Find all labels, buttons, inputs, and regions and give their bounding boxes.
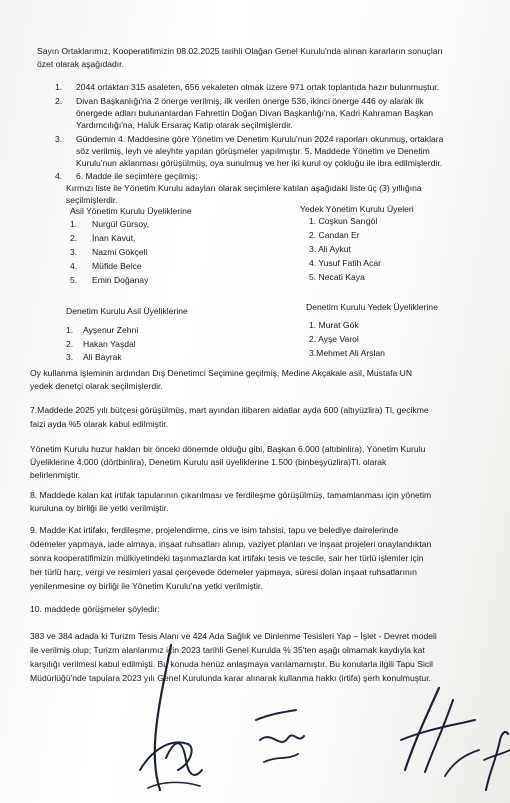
item10-line-4: Müdürlüğü'nde tapulara 2023 yılı Genel Kurulunda karar alınarak kullanma hakkı (irtifa) şerh konulmuştur.	[30, 673, 431, 683]
dk-yedek-title: Denetim Kurulu Yedek Üyeliklerine	[306, 302, 438, 312]
item9-line-1: 9. Madde Kat irtifakı, ferdileşme, projelendirme, cins ve isim tahsisi, tapu ve belediye dairelerinde	[30, 525, 399, 535]
budget-line-1: 7.Maddede 2025 yılı bütçesi görüşülmüş, mart ayından itibaren aidatlar ayda 600 (altıyüzlira) Tl, gecikme	[30, 405, 429, 415]
dk-yedek-member: 3.Mehmet Ali Arslan	[309, 348, 385, 358]
yk-asil-member: Nazmi Gökçeli	[92, 247, 148, 257]
dk-asil-number: 1.	[66, 325, 74, 335]
yk-asil-number: 5.	[70, 275, 78, 285]
item-3-number: 3.	[55, 134, 63, 144]
yk-yedek-title: Yedek Yönetim Kurulu Üyeleri	[300, 204, 414, 214]
item10-line-1: 383 ve 384 adada ki Turizm Tesis Alanı ve 424 Ada Sağlık ve Dinlenme Tesisleri Yap – İşlet - Devret modeli	[30, 631, 437, 641]
fees-line-2: Üyeliklerine 4.000 (dörtbinlira), Denetim Kurulu asil üyeliklerine 1.500 (binbeşyüzlira)Tl. olarak	[30, 457, 387, 467]
intro-line-2: özet olarak aşağıdadır.	[37, 59, 124, 69]
yk-asil-member: Müfide Belce	[92, 261, 142, 271]
item10-line-2: ile verilmiş olup; Turizm alanlarımız için 2023 tarihli Genel Kurulda % 35'ten aşağı olmamak kaydıyla kat	[30, 645, 425, 655]
item8-line-2: kuruluna oy birliği ile yetki verilmiştir.	[30, 503, 169, 513]
fees-line-1: Yönetim Kurulu huzur hakları bir önceki dönemde olduğu gibi, Başkan 6.000 (altıbinlira), Yönetim Kurulu	[30, 444, 426, 454]
item-4-line-1: 6. Madde ile seçimlere geçilmiş;	[76, 171, 198, 181]
item-1-line-1: 2044 ortaktan 315 asaleten, 656 vekaleten olmak üzere 971 ortak toplantıda hazır bulunmuştur.	[76, 82, 440, 92]
yk-asil-number: 1.	[70, 219, 78, 229]
dk-asil-number: 3.	[66, 352, 74, 362]
item9-line-5: yenilenmesine oy birliği ile Yönetim Kurulu'na yetki verilmiştir.	[30, 581, 263, 591]
dk-asil-member: Hakan Yaşdal	[83, 339, 136, 349]
yk-yedek-member: 4. Yusuf Fatih Acar	[309, 258, 381, 268]
audit-line-1: Oy kullanma işleminin ardından Dış Denetimci Seçimine geçilmiş, Medine Akçakale asil, Mustafa UN	[30, 368, 413, 378]
item9-line-4: her türlü harç, vergi ve resimleri yasal çerçevede ödemeler yapmaya, süresi dolan inşaat ruhsatlarının	[30, 567, 417, 577]
item-4-number: 4.	[55, 171, 63, 181]
item-2-line-1: Divan Başkanlığı'na 2 önerge verilmiş, ilk verilen önerge 536, ikinci önerge 446 oy alarak ilk	[76, 96, 424, 106]
item-4-line-2: Kırmızı liste ile Yönetim Kurulu adayları olarak seçimlere katılan aşağıdaki liste üç (3) yıllığına	[66, 183, 422, 193]
item-3-line-1: Gündemin 4. Maddesine göre Yönetim ve Denetim Kurulu'nun 2024 raporları okunmuş, ortaklara	[76, 134, 444, 144]
item-2-line-3: Yardımcılığı'na, Haluk Ersaraç Katip olarak seçilmişlerdir.	[76, 120, 293, 130]
signature-1	[130, 640, 210, 800]
item10-line-3: karşılığı verilmesi kabul edilmişti. Bu konuda henüz anlaşmaya varılamamıştır. Bu konularla ilgili Tapu Sicil	[30, 659, 433, 669]
item9-line-2: ödemeler yapmaya, iade almaya, inşaat ruhsatları alınıp, vaziyet planları ve inşaat projeleri onaylandıktan	[30, 539, 432, 549]
yk-asil-member: İnan Kavut,	[92, 233, 136, 243]
yk-asil-number: 3.	[70, 247, 78, 257]
item-3-line-3: Kurulu'nun aklanması görüşülmüş, oya sunulmuş ve her iki kurul oy çokluğu ile ibra edilmişlerdir.	[76, 158, 443, 168]
item-1-number: 1.	[55, 82, 63, 92]
dk-yedek-member: 2. Ayşe Varol	[309, 334, 359, 344]
yk-yedek-member: 2. Candan Er	[309, 230, 360, 240]
item-2-number: 2.	[55, 96, 63, 106]
dk-yedek-member: 1. Murat Gök	[309, 320, 359, 330]
dk-asil-member: Ali Bayrak	[83, 352, 122, 362]
item-3-line-2: söz verilmiş, leyh ve aleyhte yapılan görüşmeler yapılmıştır. 5. Maddede Yönetim ve Denetim	[76, 146, 430, 156]
item10-heading: 10. maddede görüşmeler şöyledir:	[30, 604, 160, 614]
yk-asil-number: 2.	[70, 233, 78, 243]
yk-yedek-member: 3. Ali Aykut	[309, 244, 351, 254]
item8-line-1: 8. Maddede kalan kat irtifak tapularının çıkarılması ve ferdileşme görüşülmüş, tamamlanması için yönetim	[30, 490, 432, 500]
item-2-line-2: önergede adları bulunanlardan Fahrettin Doğan Divan Başkanlığı'na, Kadri Kahraman Başkan	[76, 108, 434, 118]
signature-2	[250, 700, 310, 780]
signature-4	[482, 720, 510, 800]
item-4-line-3: seçilmişlerdir.	[66, 195, 118, 205]
fees-line-3: belirlenmiştir.	[30, 470, 81, 480]
yk-yedek-member: 1. Coşkun Sarıgöl	[309, 216, 378, 226]
dk-asil-number: 2.	[66, 339, 74, 349]
yk-asil-member: Nurgül Gürsoy,	[92, 219, 150, 229]
yk-asil-member: Emin Doğanay	[92, 275, 149, 285]
yk-asil-number: 4.	[70, 261, 78, 271]
yk-yedek-member: 5. Necati Kaya	[309, 272, 365, 282]
intro-line-1: Sayın Ortaklarımız, Kooperatifimizin 08.02.2025 tarihli Olağan Genel Kurulu'nda alınan kararların sonuçları	[37, 46, 443, 56]
dk-asil-title: Denetim Kurulu Asil Üyeliklerine	[66, 306, 188, 316]
yk-asil-title: Asil Yönetim Kurulu Üyeliklerine	[70, 206, 192, 216]
signature-3	[395, 680, 485, 790]
budget-line-2: faizi ayda %5 olarak kabul edilmiştir.	[30, 419, 169, 429]
dk-asil-member: Ayşenur Zehni	[83, 325, 139, 335]
audit-line-2: yedek denetçi olarak seçilmişlerdir.	[30, 381, 163, 391]
item9-line-3: sonra kooperatifimizin mülkiyetindeki taşınmazlarda kat irtifakı tesis ve tescile, sair her türlü işlemler için	[30, 553, 424, 563]
